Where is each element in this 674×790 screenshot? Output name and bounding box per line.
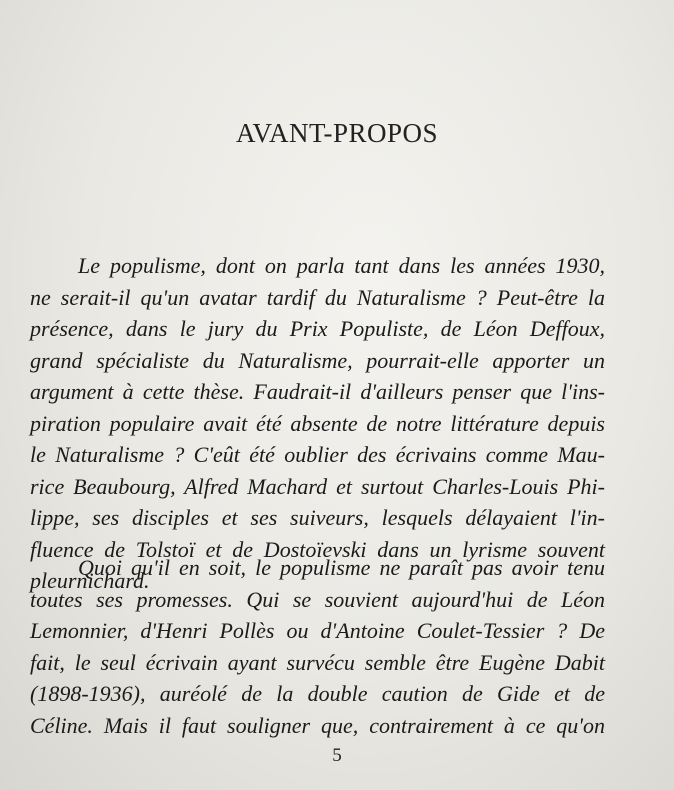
text-line: rice Beaubourg, Alfred Machard et surtout Charles-Louis Phi- [30, 473, 605, 499]
text-line: argument à cette thèse. Faudrait-il d'ailleurs penser que l'ins- [30, 379, 605, 404]
text-line: pleurnichard. [30, 568, 150, 593]
text-line: le Naturalisme ? C'eût été oublier des écrivains comme Mau- [30, 442, 605, 467]
text-line: ne serait-il qu'un avatar tardif du Naturalisme ? Peut-être la [30, 284, 605, 310]
text-line: toutes ses promesses. Qui se souvient aujourd'hui de Léon [30, 586, 605, 612]
paragraph-2 [30, 552, 605, 741]
text-line: grand spécialiste du Naturalisme, pourrait-elle apporter un [30, 347, 605, 373]
text-line: fait, le seul écrivain ayant survécu semble être Eugène Dabit [30, 649, 605, 675]
paragraph-1 [30, 250, 605, 597]
text-line: Le populisme, dont on parla tant dans les années 1930, [78, 253, 605, 278]
text-line: Céline. Mais il faut souligner que, contrairement à ce qu'on [30, 712, 605, 738]
text-line: fluence de Tolstoï et de Dostoïevski dans un lyrisme souvent [30, 536, 605, 562]
text-line: lippe, ses disciples et ses suiveurs, lesquels délayaient l'in- [30, 505, 605, 530]
text-line: Lemonnier, d'Henri Pollès ou d'Antoine Coulet-Tessier ? De [30, 618, 605, 643]
text-line: (1898-1936), auréolé de la double caution de Gide et de [30, 681, 605, 706]
text-line: piration populaire avait été absente de notre littérature depuis [30, 410, 605, 436]
page-heading: AVANT-PROPOS [235, 118, 439, 148]
page-number: 5 [332, 745, 342, 766]
text-line: Quoi qu'il en soit, le populisme ne paraît pas avoir tenu [78, 555, 605, 580]
text-line: présence, dans le jury du Prix Populiste, de Léon Deffoux, [30, 316, 605, 341]
